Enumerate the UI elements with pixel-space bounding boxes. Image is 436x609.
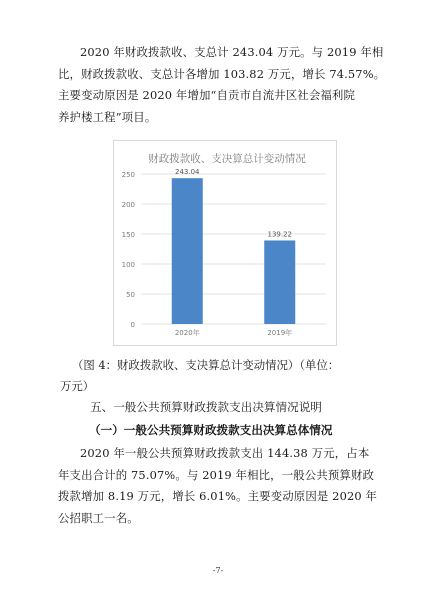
page-number: -7- [212, 566, 224, 575]
y-tick-label: 150 [121, 231, 135, 239]
section-heading: 五、一般公共预算财政拨款支出决算情况说明 [90, 400, 322, 414]
paragraph-general-budget [58, 443, 380, 529]
caption-line: （图 4：财政拨款收、支决算总计变动情况）（单位： [72, 358, 340, 372]
figure-caption [60, 355, 382, 397]
y-tick-label: 0 [130, 321, 135, 329]
bar [264, 240, 295, 324]
paragraph-financial-total [58, 42, 386, 128]
data-label: 139.22 [267, 230, 292, 239]
chart-title: 财政拨款收、支决算总计变动情况 [148, 153, 306, 165]
paragraph-line: 年支出合计的 75.07%。与 2019 年相比，一般公共预算财政 [58, 467, 375, 482]
caption-line: 万元） [60, 379, 95, 393]
paragraph-line: 公招职工一名。 [58, 510, 139, 525]
paragraph-line: 2020 年财政拨款收、支总计 243.04 万元。与 2019 年相 [80, 45, 384, 59]
bar-chart [113, 140, 337, 346]
paragraph-line: 2020 年一般公共预算财政拨款支出 144.38 万元，占本 [80, 446, 370, 460]
y-tick-label: 50 [126, 291, 135, 299]
data-label: 243.04 [175, 168, 200, 177]
subsection-heading: （一）一般公共预算财政拨款支出决算总体情况 [89, 423, 333, 437]
bar [172, 178, 203, 324]
y-tick-label: 200 [121, 201, 135, 209]
paragraph-line: 比，财政拨款收、支总计各增加 103.82 万元，增长 74.57%。 [58, 66, 386, 81]
x-tick-label: 2020年 [174, 329, 200, 337]
y-tick-label: 100 [121, 261, 135, 269]
paragraph-line: 养护楼工程”项目。 [58, 109, 157, 124]
paragraph-line: 主要变动原因是 2020 年增加“自贡市自流井区社会福利院 [58, 88, 355, 102]
x-tick-label: 2019年 [267, 329, 293, 337]
bar-chart-svg [114, 141, 336, 345]
y-tick-label: 250 [121, 171, 135, 179]
paragraph-line: 拨款增加 8.19 万元，增长 6.01%。主要变动原因是 2020 年 [58, 489, 378, 503]
